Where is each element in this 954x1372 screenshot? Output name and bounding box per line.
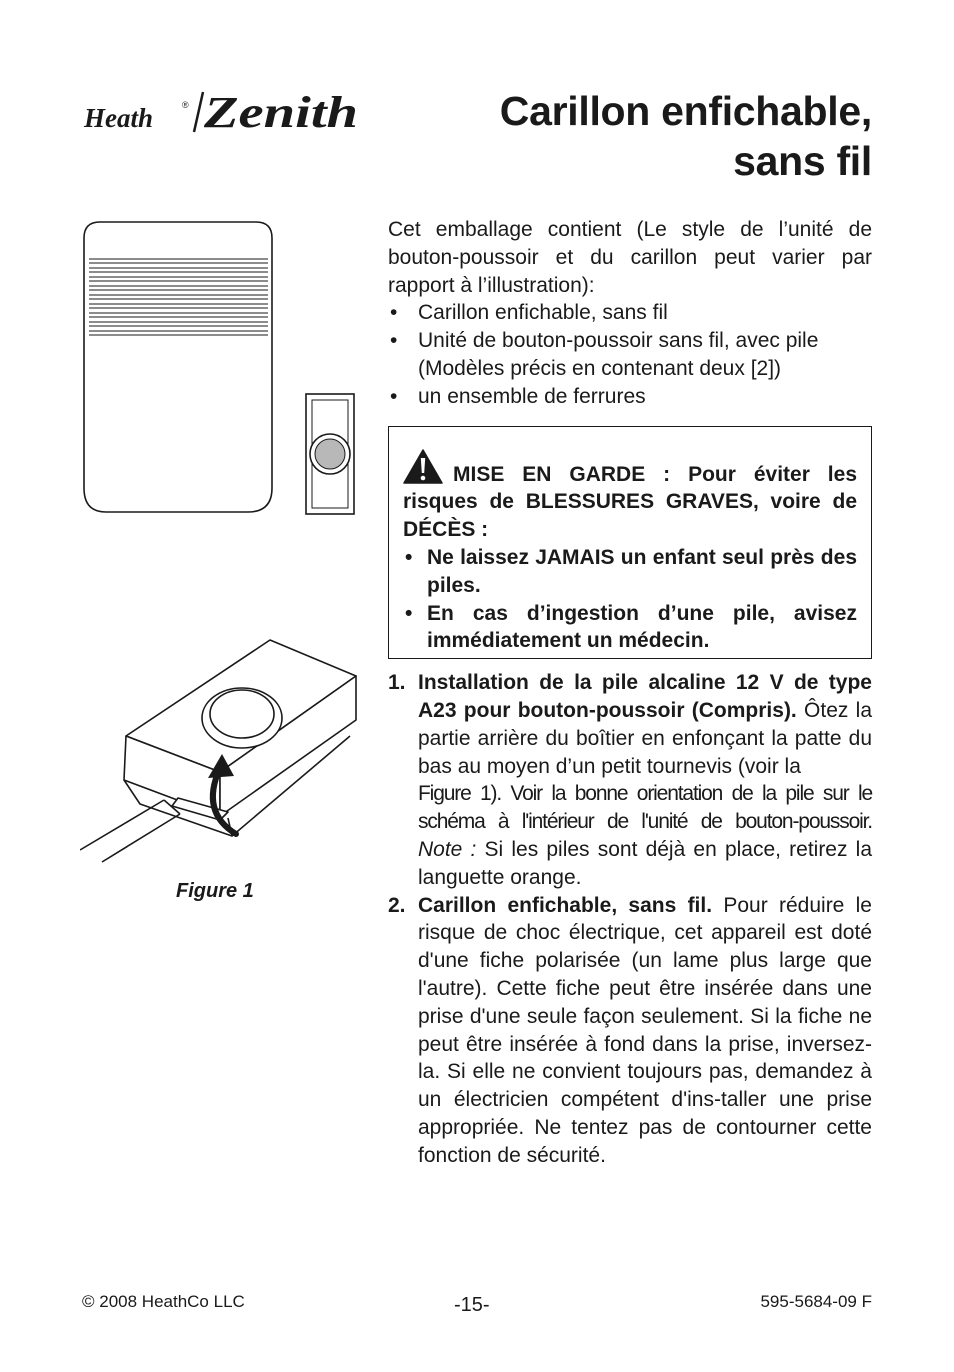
warning-heading: MISE EN GARDE : Pour éviter les risques de BLESSURES GRAVES, voire de DÉCÈS : <box>403 462 857 542</box>
step-number: 1. <box>388 671 406 695</box>
title-line-1: Carillon enfichable, <box>499 88 872 134</box>
package-contents-list <box>388 299 872 410</box>
contents-item: • Carillon enfichable, sans fil <box>388 299 872 327</box>
step-body: Pour réduire le risque de choc électrique, cet appareil est doté d'une fiche polarisée (un lame plus large que l'autre). Cette fiche peut être insérée dans une prise d'une seule façon seulement. Si la fiche ne peut être insérée à fond dans la prise, inversez-la. Si elle ne convient toujours pas, demandez à un électricien compétent d'ins-taller une prise appropriée. Ne tentez pas de contourner cette fonction de sécurité. <box>418 893 872 1167</box>
pushbutton-unit-drawing <box>306 394 354 514</box>
contents-item: • un ensemble de ferrures <box>388 383 872 411</box>
warning-item: • Ne laissez JAMAIS un enfant seul près des piles. <box>403 544 857 600</box>
footer-page-number: -15- <box>454 1294 490 1316</box>
footer-document-code: 595-5684-09 F <box>760 1292 872 1311</box>
warning-triangle-icon <box>403 449 443 484</box>
logo-heath: Heath <box>84 103 154 133</box>
step-title: Installation de la pile alcaline 12 V de type A23 pour bouton-poussoir (Compris). <box>418 671 872 722</box>
intro-text: Cet emballage contient (Le style de l’unité de bouton-poussoir et du carillon peut varier par rapport à l’illustration): <box>388 218 872 297</box>
figure-1-illustration <box>80 636 360 868</box>
page-title <box>392 86 872 186</box>
warning-list <box>403 544 857 655</box>
instruction-steps <box>388 669 872 1169</box>
note-label: Note : <box>418 837 477 861</box>
warning-item: • En cas d’ingestion d’une pile, avisez immédiatement un médecin. <box>403 600 857 656</box>
logo-registered-mark: ® <box>182 100 189 110</box>
step-body-condensed: Figure 1). Voir la bonne orientation de la pile sur le <box>418 782 872 806</box>
heath-zenith-logo <box>82 86 360 134</box>
warning-box <box>388 426 872 660</box>
footer-copyright: © 2008 HeathCo LLC <box>82 1292 245 1311</box>
step-body-condensed: schéma à l'intérieur de l'unité de bouton-poussoir. <box>418 810 872 834</box>
chime-and-pushbutton-illustration <box>82 216 362 520</box>
step-1 <box>388 669 872 891</box>
chime-unit-drawing <box>84 222 272 512</box>
step-2 <box>388 892 872 1170</box>
logo-zenith: Zenith <box>202 88 358 134</box>
title-line-2: sans fil <box>733 138 872 184</box>
right-column <box>388 216 872 1170</box>
figure-caption: Figure 1 <box>176 880 254 902</box>
note-text: Si les piles sont déjà en place, retirez la languette orange. <box>418 837 872 889</box>
step-number: 2. <box>388 893 406 917</box>
step-body: Ôtez la partie arrière du boîtier en enfonçant la patte du bas au moyen d’un petit tournevis (voir la <box>418 698 873 778</box>
contents-item: • Unité de bouton-poussoir sans fil, avec pile (Modèles précis en contenant deux [2]) <box>388 327 872 383</box>
step-title: Carillon enfichable, sans fil. <box>418 893 713 917</box>
